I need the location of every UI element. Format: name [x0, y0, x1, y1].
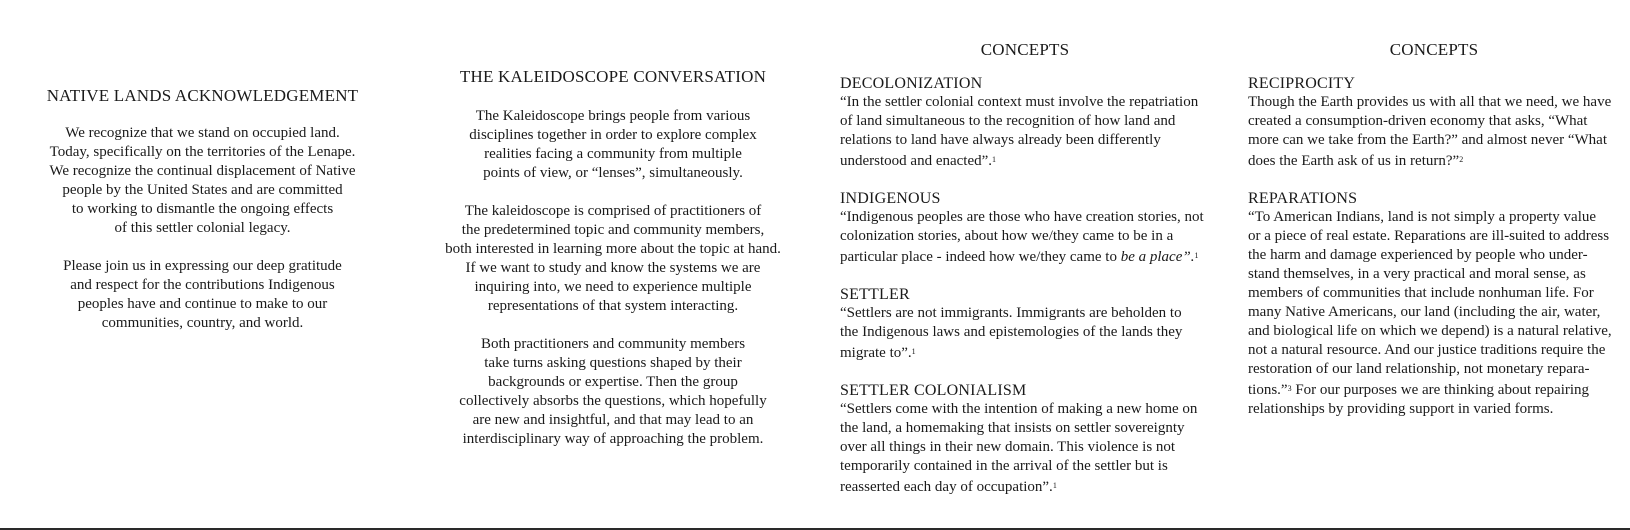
concept-definition: [840, 304, 1210, 363]
footnote-marker: 1: [1194, 251, 1199, 260]
definition-text: Though the Earth provides us with all that we need, we have created a consumption-driven economy that asks, “What more can we take from the Earth?” and almost never “What does the Earth ask of us in return?”: [1248, 94, 1612, 169]
concept-settler: [840, 285, 1210, 363]
concept-reparations: [1248, 189, 1620, 419]
native-lands-paragraph: We recognize that we stand on occupied land. Today, specifically on the territories of the Lenape. We recognize the continual displacement of Native people by the United States and are committed to working to dismantle the ongoing effects of this settler colonial legacy.: [49, 125, 356, 236]
definition-text: “Indigenous peoples are those who have creation stories, not colonization stories, about how we/they came to be in a particular place - indeed how we/they came to: [840, 209, 1204, 265]
kaleidoscope-paragraph: The kaleidoscope is comprised of practitioners of the predetermined topic and community members, both interested in learning more about the topic at hand. If we want to study and know the systems we are inquiring into, we need to experience multiple representations of that system interacting.: [445, 203, 781, 314]
definition-text: “To American Indians, land is not simply a property value or a piece of real estate. Reparations are ill-suited to address the harm and damage experienced by people who under- stand themselves, in a very practical and moral sense, as members of communities that include nonhuman life. For many Native Americans, our land (including the air, water, and biological life on which we depend) is a natural relative, not a natural resource. And our justice traditions require the restoration of our land relationship, not monetary repara- tions.”: [1248, 209, 1612, 398]
native-lands-paragraph: Please join us in expressing our deep gratitude and respect for the contributions Indigenous peoples have and continue to make to our communities, country, and world.: [63, 258, 342, 331]
concept-definition: [1248, 93, 1620, 171]
concept-term: DECOLONIZATION: [840, 75, 983, 92]
kaleidoscope-title: THE KALEIDOSCOPE CONVERSATION: [459, 67, 767, 86]
definition-text-continued: For our purposes we are thinking about repairing relationships by providing support in varied forms.: [1248, 382, 1590, 417]
concept-reciprocity: [1248, 74, 1620, 171]
concept-definition: [1248, 208, 1620, 419]
concept-term: RECIPROCITY: [1248, 75, 1356, 92]
concepts-section-right: [1248, 40, 1620, 437]
footnote-marker: 1: [992, 155, 997, 164]
footnote-marker: 1: [1052, 481, 1057, 490]
concept-decolonization: [840, 74, 1210, 171]
kaleidoscope-section: [438, 67, 788, 468]
definition-text: “Settlers come with the intention of making a new home on the land, a homemaking that insists on settler sovereignty over all things in their new domain. This violence is not temporarily contained in the arrival of the settler but is reasserted each day of occupation”.: [840, 401, 1198, 495]
concept-term: SETTLER: [840, 286, 910, 303]
concepts-section-left: [840, 40, 1210, 515]
concept-definition: [840, 208, 1210, 267]
native-lands-section: [30, 86, 375, 352]
definition-text: “Settlers are not immigrants. Immigrants are beholden to the Indigenous laws and epistemologies of the lands they migrate to”.: [840, 305, 1183, 361]
native-lands-title: NATIVE LANDS ACKNOWLEDGEMENT: [46, 86, 359, 105]
concept-settler-colonialism: [840, 381, 1210, 497]
footnote-marker: 2: [1459, 155, 1464, 164]
definition-text: “In the settler colonial context must involve the repatriation of land simultaneous to the recognition of how land and relations to land have always already been differently understood and enacted”.: [840, 94, 1199, 169]
concepts-title: CONCEPTS: [1389, 40, 1479, 59]
footnote-marker: 3: [1287, 384, 1292, 393]
kaleidoscope-paragraph: Both practitioners and community members take turns asking questions shaped by their backgrounds or expertise. Then the group collectively absorbs the questions, which hopefully are new and insightful, and that may lead to an interdisciplinary way of approaching the problem.: [459, 336, 767, 447]
footnote-marker: 1: [911, 347, 916, 356]
concept-term: REPARATIONS: [1248, 190, 1358, 207]
definition-italic-text: be a place”.: [1120, 249, 1195, 265]
kaleidoscope-paragraph: The Kaleidoscope brings people from various disciplines together in order to explore complex realities facing a community from multiple points of view, or “lenses”, simultaneously.: [469, 108, 757, 181]
concept-indigenous: [840, 189, 1210, 267]
concept-term: SETTLER COLONIALISM: [840, 382, 1027, 399]
concept-definition: [840, 93, 1210, 171]
concepts-title: CONCEPTS: [980, 40, 1070, 59]
concept-term: INDIGENOUS: [840, 190, 941, 207]
concept-definition: [840, 400, 1210, 497]
